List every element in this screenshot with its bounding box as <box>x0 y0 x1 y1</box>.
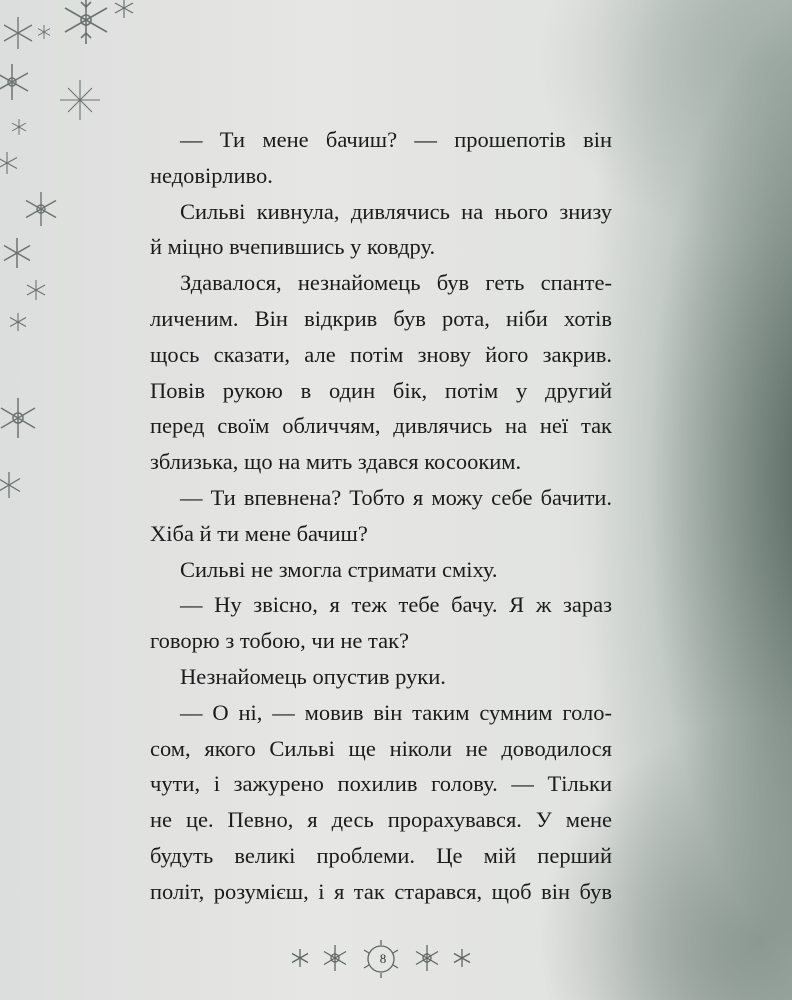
text-line: Повів рукою в один бік, потім у другий <box>150 377 612 403</box>
text-line: — О ні, — мовив він таким сумним голо- <box>180 699 612 725</box>
text-line: не це. Певно, я десь прорахувався. У мене <box>150 807 612 833</box>
snowflake-icon <box>58 0 114 48</box>
text-line: Сильві кивнула, дивлячись на нього знизу <box>180 198 612 224</box>
text-line: будуть великі проблеми. Це мій перший <box>150 842 612 868</box>
snowflake-icon <box>24 278 48 302</box>
snowflake-icon <box>58 78 102 122</box>
snowflake-icon <box>0 62 32 102</box>
text-line: недовірливо. <box>150 162 273 188</box>
snowflake-icon <box>0 150 20 176</box>
text-line: — Ти впевнена? Тобто я можу себе бачити. <box>180 484 612 510</box>
snowflake-icon <box>112 0 136 20</box>
text-line: — Ти мене бачиш? — прошепотів він <box>180 127 612 152</box>
text-line: Здавалося, незнайомець був геть спанте- <box>180 270 612 296</box>
text-line: — Ну звісно, я теж тебе бачу. Я ж зараз <box>180 592 612 618</box>
snowflake-icon <box>0 396 40 440</box>
snowflake-icon <box>0 236 34 270</box>
text-line: говорю з тобою, чи не так? <box>150 628 410 654</box>
snowflake-icon <box>22 190 60 228</box>
snowflake-icon <box>0 15 36 51</box>
text-line: зблизька, що на мить здався косооким. <box>150 449 522 475</box>
text-line: перед своїм обличчям, дивлячись на неї так <box>150 413 612 439</box>
snowflake-icon <box>0 470 24 500</box>
text-line: чути, і зажурено похилив голову. — Тільки <box>150 771 612 797</box>
snowflake-icon <box>36 24 52 40</box>
page-number: 8 <box>379 951 387 966</box>
text-line: щось сказати, але потім знову його закрив. <box>150 341 612 367</box>
body-text <box>150 122 612 910</box>
text-line: й міцно вчепившись у ковдру. <box>150 234 436 260</box>
text-line: Хіба й ти мене бачиш? <box>150 520 368 546</box>
text-line: личеним. Він відкрив був рота, ніби хотів <box>150 305 612 331</box>
text-line: Сильві не змогла стримати сміху. <box>180 556 498 582</box>
text-line: Незнайомець опустив руки. <box>180 663 446 689</box>
text-line: сом, якого Сильві ще ніколи не доводилося <box>150 735 612 761</box>
snowflake-icon <box>10 118 28 136</box>
text-line: політ, розумієш, і я так старався, щоб він був <box>150 878 612 904</box>
snowflake-icon <box>8 312 28 332</box>
